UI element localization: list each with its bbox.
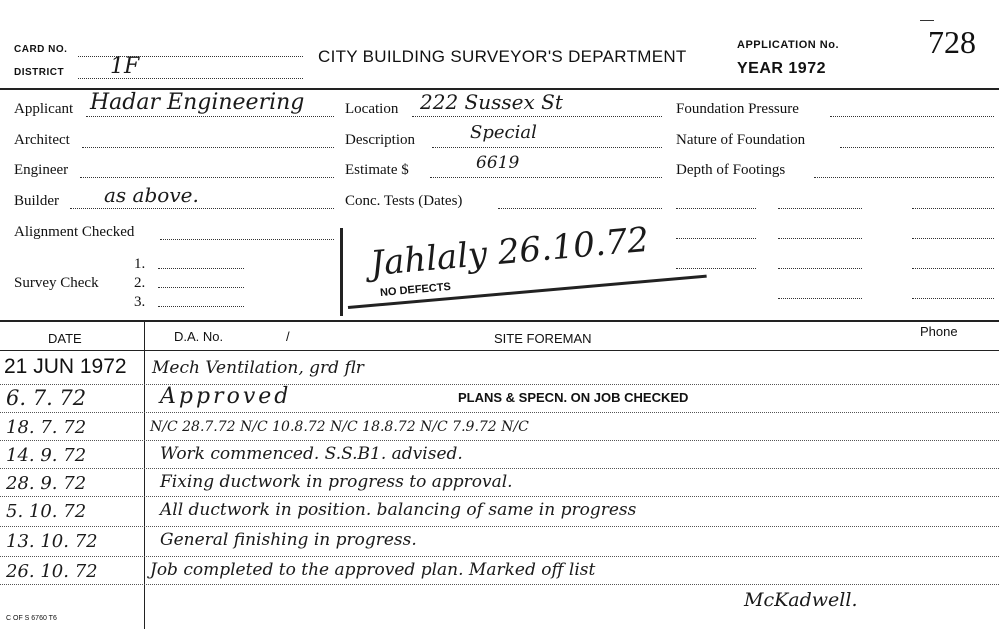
architect-line [82,147,334,148]
date-header: DATE [48,331,82,346]
conc-tests-line-3 [778,208,862,209]
row-line [0,584,999,585]
corner-tick [920,20,934,21]
survey-check-label: Survey Check [14,275,99,291]
estimate-line [430,177,662,178]
nature-foundation-label: Nature of Foundation [676,132,806,148]
year-label: YEAR 1972 [737,60,826,77]
application-no-label: APPLICATION No. [737,39,840,51]
survey-line-3 [158,306,244,307]
row-entry: Job completed to the approved plan. Marked off list [150,560,596,580]
alignment-checked-label: Alignment Checked [14,224,135,240]
stamp-text: NO DEFECTS [379,280,452,300]
department-title: CITY BUILDING SURVEYOR'S DEPARTMENT [318,47,687,66]
nature-foundation-line [840,147,994,148]
row-entry: Mech Ventilation, grd flr [152,358,364,378]
survey-num-2: 2. [134,275,146,291]
phone-header: Phone [920,324,958,339]
engineer-label: Engineer [14,162,69,178]
description-line [432,147,662,148]
row-line [0,496,999,497]
row-entry: Work commenced. S.S.B1. advised. [160,444,463,464]
conc-tests-line-11 [778,298,862,299]
row-line [0,440,999,441]
row-entry: Fixing ductwork in progress to approval. [160,472,513,492]
conc-tests-line-6 [778,238,862,239]
table-header-rule [0,350,999,351]
da-header: D.A. No. [174,329,224,344]
da-slash: / [286,329,290,344]
stamp-signature: Jahlaly 26.10.72 [368,219,651,285]
row-entry: N/C 28.7.72 N/C 10.8.72 N/C 18.8.72 N/C 7.9.72 N/C [150,419,529,435]
architect-label: Architect [14,132,70,148]
estimate-label: Estimate $ [345,162,409,178]
survey-num-3: 3. [134,294,146,310]
conc-tests-line-1 [498,208,662,209]
applicant-line [86,116,334,117]
row-line [0,526,999,527]
date-column-divider [144,320,145,629]
builder-value: as above. [104,183,199,207]
row-entry: Approved [160,384,292,409]
depth-footings-line [814,177,994,178]
row-date: 18. 7. 72 [6,417,87,438]
site-foreman-header: SITE FOREMAN [494,331,592,346]
row-date: 26. 10. 72 [6,561,98,582]
row-line [0,468,999,469]
row-date: 6. 7. 72 [6,386,87,410]
description-label: Description [345,132,415,148]
engineer-line [80,177,334,178]
row-line [0,412,999,413]
stamp-bracket-left [340,228,343,316]
location-label: Location [345,101,399,117]
conc-tests-line-4 [912,208,994,209]
card-no-label: CARD NO. [14,44,68,55]
description-value: Special [470,122,537,143]
conc-tests-line-7 [912,238,994,239]
applicant-label: Applicant [14,101,74,117]
foundation-pressure-label: Foundation Pressure [676,101,799,117]
builder-line [70,208,334,209]
district-label: DISTRICT [14,67,65,78]
form-code: C OF S 6760 T6 [6,615,57,622]
location-line [412,116,662,117]
conc-tests-line-2 [676,208,756,209]
signoff-signature: McKadwell. [744,589,858,611]
row-entry: General finishing in progress. [160,530,417,550]
conc-tests-line-12 [912,298,994,299]
estimate-value: 6619 [476,153,520,173]
row-line [0,556,999,557]
location-value: 222 Sussex St [420,90,563,114]
survey-line-2 [158,287,244,288]
conc-tests-label: Conc. Tests (Dates) [345,193,463,209]
conc-tests-line-10 [912,268,994,269]
depth-footings-label: Depth of Footings [676,162,786,178]
district-value: 1F [110,54,140,79]
survey-num-1: 1. [134,256,146,272]
row-date: 14. 9. 72 [6,445,87,466]
application-no-value: 728 [928,24,976,60]
foundation-pressure-line [830,116,994,117]
row-date: 21 JUN 1972 [4,355,127,378]
approval-stamp [340,219,710,318]
row-line [0,384,999,385]
plans-checked-stamp: PLANS & SPECN. ON JOB CHECKED [458,390,689,405]
builder-label: Builder [14,193,59,209]
survey-line-1 [158,268,244,269]
conc-tests-line-9 [778,268,862,269]
table-top-rule [0,320,999,322]
row-entry: All ductwork in position. balancing of same in progress [160,500,637,520]
row-date: 13. 10. 72 [6,531,98,552]
row-date: 28. 9. 72 [6,473,87,494]
alignment-line [160,239,334,240]
applicant-value: Hadar Engineering [90,90,305,115]
row-date: 5. 10. 72 [6,501,87,522]
